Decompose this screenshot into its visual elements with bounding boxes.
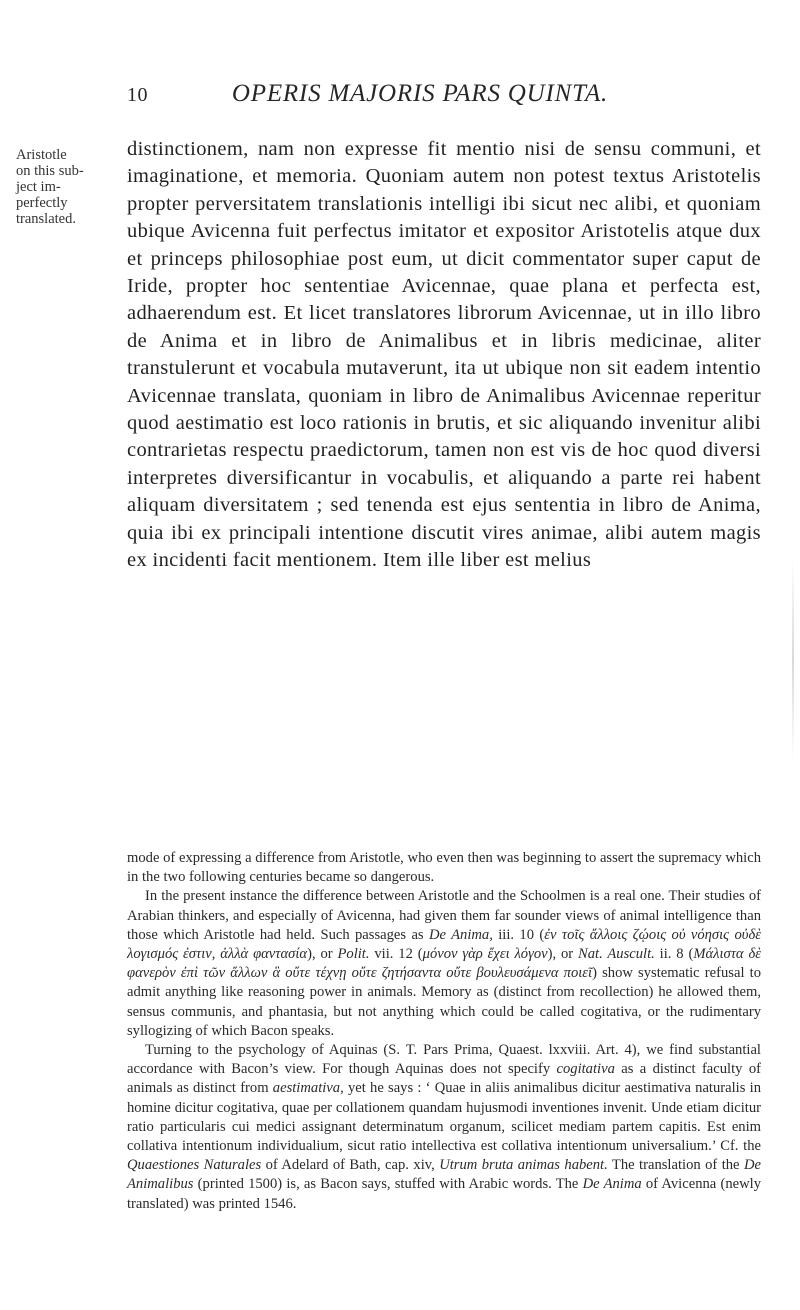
term-cogitativa: cogitativa bbox=[556, 1061, 615, 1078]
footnote-paragraph-aristotle bbox=[127, 887, 761, 1041]
main-paragraph: distinctionem, nam non expresse fit mentio nisi de sensu communi, et imaginatione, et memoria. Quoniam autem non potest textus Aristotelis propter perversitatem translationis intelligi ibi sicut nec alibi, et quoniam ubique Avicenna fuit perfectus imitator et expositor Aristotelis atque dux et princeps philosophiae post eum, ut dicit commentator super caput de Iride, propter hoc sententiae Avicennae, quae plana et perfecta est, adhaerendum est. Et licet translatores librorum Avicennae, ut in illo libro de Anima et in libro de Animalibus et in libris medicinae, aliter transtulerunt et vocabula mutaverunt, ita ut ubique non sit eadem intentio Avicennae translata, quoniam in libro de Animalibus Avicennae reperitur quod aestimatio est loco rationis in brutis, et sic aliquando invenitur alibi contrarietas respectu praedictorum, tamen non est vis de hoc quod diversi interpretes diversificantur in vocabulis, et aliquando a parte rei habent aliquam diversitatem ; sed tenenda est ejus sententia in libro de Anima, quia ibi ex principali intentione discutit vires animae, alibi autem magis ex incidenti facit mentionem. Item ille liber est melius bbox=[127, 138, 761, 572]
running-title: OPERIS MAJORIS PARS QUINTA. bbox=[231, 80, 609, 107]
work-title-de-animalibus: De Animalibus bbox=[127, 1157, 761, 1193]
footnote-text: In the present instance the difference between Aristotle and the Schoolmen is a real one. Their studies of Arabian thinkers, and especially of Avicenna, had given them far sounder views of animal intelligence than those which Aristotle had held. Such passages as bbox=[127, 888, 761, 943]
work-title-de-anima: De Anima, bbox=[428, 926, 493, 943]
greek-quote: μόνον γὰρ ἔχει λόγον bbox=[422, 946, 548, 963]
footnote-text: of Adelard of Bath, cap. xiv, bbox=[261, 1157, 440, 1174]
page-edge-shadow bbox=[792, 560, 794, 760]
footnote-text: ) show systematic refusal to admit anything like reasoning power in animals. Memory as (distinct from recollection) he allowed them, sensus communis, and phantasia, but not anything which could be called cogitativa, or the rudimentary syllogizing of which Bacon speaks. bbox=[127, 965, 762, 1039]
greek-quote: ἐν τοῖς ἄλλοις ζῴοις οὐ νόησις οὐδὲ λογισμός ἐστιν, ἀλλὰ φαντασία bbox=[127, 926, 762, 963]
footnote-paragraph-aquinas bbox=[127, 1041, 761, 1214]
footnote-text: Turning to the psychology of Aquinas (S. T. Pars Prima, Quaest. lxxviii. Art. 4), we find substantial accordance with Bacon’s view. For though Aquinas does not specify bbox=[127, 1042, 761, 1078]
footnote-continuation: mode of expressing a difference from Aristotle, who even then was beginning to assert the supremacy which in the two following centuries became so dangerous. bbox=[127, 850, 761, 886]
footnote-text: iii. 10 ( bbox=[492, 926, 545, 943]
term-aestimativa: aestimativa, bbox=[272, 1080, 344, 1097]
footnote-text: ), or bbox=[307, 946, 338, 963]
footnote-text: ii. 8 ( bbox=[654, 946, 694, 963]
greek-quote: Μάλιστα δὲ φανερὸν ἐπὶ τῶν ἄλλων ἃ οὔτε τέχνῃ οὔτε ζητήσαντα οὔτε βουλευσάμενα ποιεῖ bbox=[127, 946, 761, 982]
footnote-text: ), or bbox=[547, 946, 579, 963]
page-number: 10 bbox=[127, 84, 148, 106]
footnote-text: of Avicenna (newly translated) was printed 1546. bbox=[127, 1176, 761, 1212]
footnote-text: yet he says : ‘ Quae in aliis animalibus dicitur aestimativa naturalis in homine dicitur cogitativa, quae per collationem quandam hujusmodi inventiones invenit. Unde etiam dicitur ratio particularis cui medici assignant determinatum organum, scilicet mediam partem capitis. Est enim collativa intentionum individualium, sicut ratio intellectiva est collativa intentionum universalium.’ Cf. the bbox=[127, 1080, 761, 1155]
main-text bbox=[127, 136, 761, 575]
margin-note: Aristotle on this sub- ject im- perfectly translated. bbox=[16, 147, 84, 227]
footnote-text: The translation of the bbox=[607, 1157, 744, 1174]
footnote-text: (printed 1500) is, as Bacon says, stuffed with Arabic words. The bbox=[193, 1176, 583, 1193]
footnote-text: as a distinct faculty of animals as distinct from bbox=[127, 1061, 761, 1097]
work-title-polit: Polit. bbox=[337, 946, 370, 963]
footnote bbox=[127, 849, 761, 1214]
footnote-text: vii. 12 ( bbox=[369, 946, 423, 963]
work-title-nat-auscult: Nat. Auscult. bbox=[578, 946, 655, 963]
work-title-utrum: Utrum bruta animas habent. bbox=[439, 1157, 608, 1174]
work-title-de-anima-avicenna: De Anima bbox=[582, 1176, 642, 1193]
work-title-quaestiones: Quaestiones Naturales bbox=[127, 1157, 262, 1174]
page-header bbox=[0, 80, 800, 118]
